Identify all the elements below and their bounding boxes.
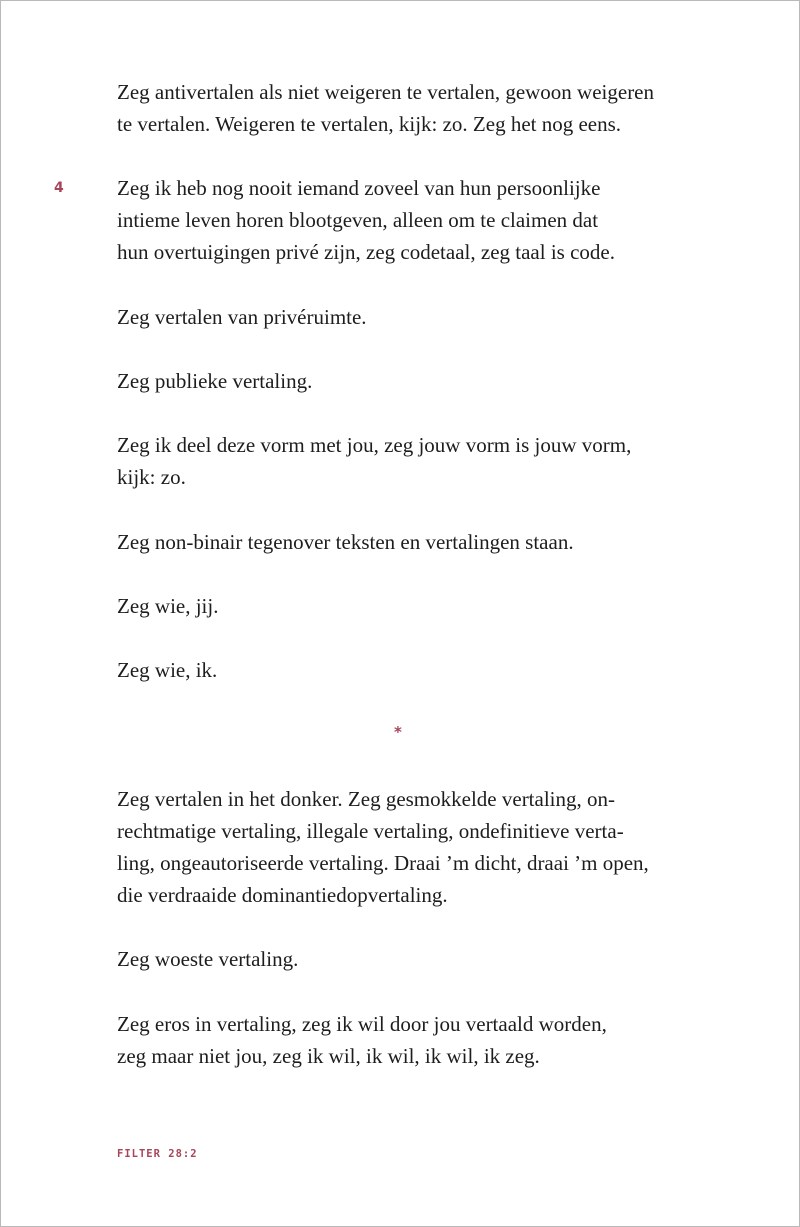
text-line: Zeg vertalen in het donker. Zeg gesmokkelde vertaling, on-: [117, 787, 616, 811]
text-line: te vertalen. Weigeren te vertalen, kijk: zo. Zeg het nog eens.: [117, 112, 622, 136]
text-line: hun overtuigingen privé zijn, zeg codetaal, zeg taal is code.: [117, 240, 615, 264]
running-footer: FILTER 28:2: [117, 1148, 198, 1160]
section-separator: *: [394, 723, 402, 741]
text-line: Zeg ik heb nog nooit iemand zoveel van hun persoonlijke: [117, 176, 601, 200]
page-number: 4: [54, 180, 64, 196]
paragraph-6: [117, 526, 697, 558]
paragraph-11: [117, 1008, 697, 1072]
text-line: Zeg woeste vertaling.: [117, 947, 299, 971]
text-line: zeg maar niet jou, zeg ik wil, ik wil, ik wil, ik zeg.: [117, 1044, 540, 1068]
text-line: Zeg ik deel deze vorm met jou, zeg jouw vorm is jouw vorm,: [117, 433, 632, 457]
paragraph-4: [117, 365, 697, 397]
text-line: kijk: zo.: [117, 465, 186, 489]
text-line: rechtmatige vertaling, illegale vertaling, ondefinitieve verta-: [117, 819, 624, 843]
text-line: Zeg publieke vertaling.: [117, 369, 313, 393]
text-line: Zeg eros in vertaling, zeg ik wil door jou vertaald worden,: [117, 1012, 607, 1036]
paragraph-5: [117, 429, 697, 493]
paragraph-8: [117, 654, 697, 686]
text-line: Zeg antivertalen als niet weigeren te vertalen, gewoon weigeren: [117, 80, 655, 104]
text-line: die verdraaide dominantiedopvertaling.: [117, 883, 448, 907]
text-line: Zeg wie, jij.: [117, 594, 219, 618]
paragraph-9: [117, 783, 697, 911]
text-line: ling, ongeautoriseerde vertaling. Draai ’m dicht, draai ’m open,: [117, 851, 649, 875]
text-line: Zeg vertalen van privéruimte.: [117, 305, 367, 329]
paragraph-10: [117, 943, 697, 975]
text-line: intieme leven horen blootgeven, alleen om te claimen dat: [117, 208, 599, 232]
paragraph-7: [117, 590, 697, 622]
paragraph-3: [117, 301, 697, 333]
text-line: Zeg non-binair tegenover teksten en vertalingen staan.: [117, 530, 574, 554]
text-line: Zeg wie, ik.: [117, 658, 218, 682]
paragraph-1: [117, 76, 697, 140]
paragraph-2: [117, 172, 697, 268]
